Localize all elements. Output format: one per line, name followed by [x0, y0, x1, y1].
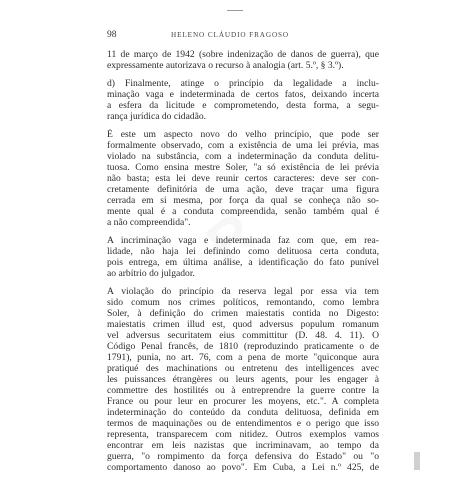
text-line: vel adversus securitatem eius committitur (D. 48. 4. 11). O — [107, 330, 379, 341]
text-line: indeterminação do conteúdo da conduta delituosa, definida em — [107, 407, 379, 418]
text-line: A violação do princípio da reserva legal por essa via tem — [107, 286, 379, 297]
bottom-scan-mark — [414, 452, 420, 470]
text-line: não basta; esta lei deve reunir certos caracteres: deve ser con- — [107, 173, 379, 184]
text-line: commettre des hostilités ou à entreprendre la guerre contre la — [107, 385, 379, 396]
text-line: rança jurídica do cidadão. — [107, 111, 207, 122]
text-line: maiestatis crimen illud est, quod adversus populum romanum — [107, 319, 379, 330]
text-line: France ou pour leur en procurer les moyens, etc.". A completa — [107, 396, 379, 407]
text-line: comportamento danoso ao povo". Em Cuba, a Lei n.º 425, de — [107, 462, 379, 473]
text-line: guerra, "o rompimento da força defensiva do Estado" ou "o — [107, 451, 379, 462]
page-number: 98 — [107, 30, 117, 40]
text-line: pratiqué des machinations ou entretenu des intelligences avec — [107, 363, 379, 374]
text-line: encontrar em leis nazistas que incriminavam, ao tempo da — [107, 440, 379, 451]
text-line: 11 de março de 1942 (sobre indenização de danos de guerra), que — [107, 49, 379, 60]
text-line: 1791), punia, no art. 76, com a pena de morte "quiconque aura — [107, 352, 379, 363]
faint-watermark: R — [194, 199, 268, 278]
paragraph-intro-fragment — [107, 49, 379, 71]
text-line: termos de maquinações ou de entendimentos e o perigo que isso — [107, 418, 379, 429]
text-line: A incriminação vaga e indeterminada faz com que, em rea- — [107, 235, 379, 246]
text-line: tuosa. Como ensina mestre Soler, "a só existência de lei prévia — [107, 162, 379, 173]
top-scan-mark — [227, 10, 243, 11]
text-line: a esfera da licitude e comprometendo, desta forma, a segu- — [107, 100, 379, 111]
text-line: formalmente observado, com a existência de uma lei prévia, mas — [107, 140, 379, 151]
paragraph-vague-incrimination — [107, 235, 379, 279]
paragraph-political-crimes — [107, 286, 379, 473]
text-line: pois entrega, em última análise, a identificação do fato punível — [107, 257, 379, 268]
text-line: Soler, à definição do crimen maiestatis contida no Digesto: — [107, 308, 379, 319]
running-head: HELENO CLÁUDIO FRAGOSO — [171, 31, 290, 39]
text-line: violado na substância, com a indeterminação da conduta delitu- — [107, 151, 379, 162]
page-header — [107, 30, 379, 44]
paragraph-soler-quote — [107, 129, 379, 228]
text-line: d) Finalmente, atinge o princípio da legalidade a inclu- — [107, 78, 379, 89]
text-line: expressamente autorizava o recurso à analogia (art. 5.º, § 3.º). — [107, 60, 344, 71]
text-line: a não compreendida". — [107, 217, 191, 228]
text-line: representa, transparecem com nitidez. Outros exemplos vamos — [107, 429, 379, 440]
paragraph-item-d — [107, 78, 379, 122]
text-line: minação vaga e indeterminada de certos fatos, deixando incerta — [107, 89, 379, 100]
text-line: cretamente definitória de uma ação, deve traçar uma figura — [107, 184, 379, 195]
text-line: É este um aspecto novo do velho princípio, que pode ser — [107, 129, 379, 140]
text-line: les puissances étrangères ou leurs agents, pour les engager à — [107, 374, 379, 385]
text-line: sido comum nos crimes políticos, remontando, como lembra — [107, 297, 379, 308]
text-line: mente qual é a conduta compreendida, senão também qual é — [107, 206, 379, 217]
text-line: cerrada em si mesma, por força da qual se conheça não so- — [107, 195, 379, 206]
text-line: ao arbítrio do julgador. — [107, 268, 195, 279]
page-body — [107, 49, 379, 473]
text-line: Código Penal francês, de 1810 (reproduzindo praticamente o de — [107, 341, 379, 352]
text-line: lidade, não haja lei definindo como delituosa certa conduta, — [107, 246, 379, 257]
